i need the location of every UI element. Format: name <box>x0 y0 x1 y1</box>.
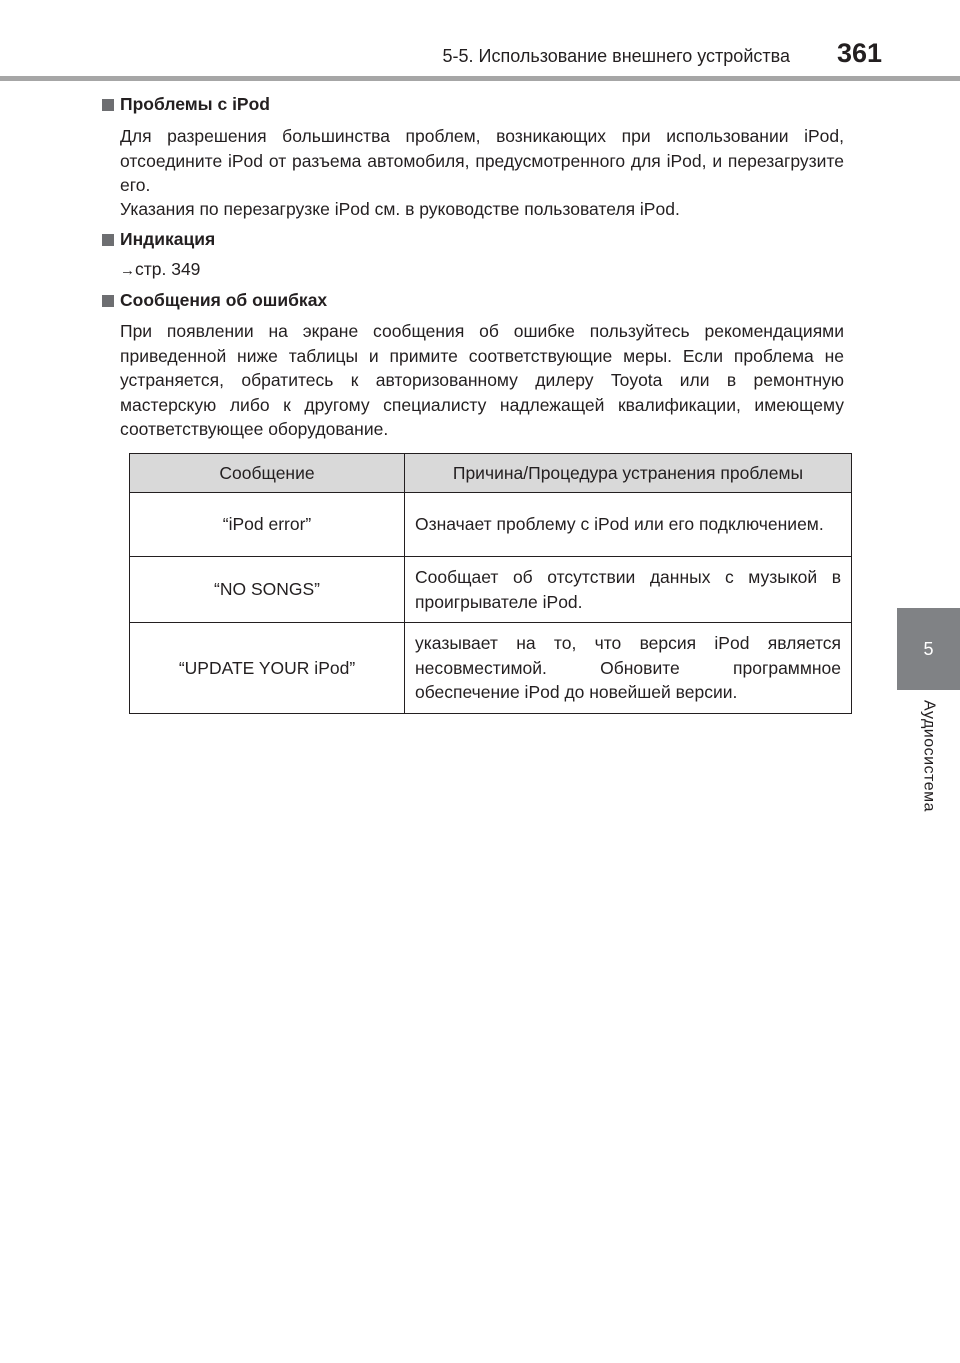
running-header-title: 5-5. Использование внешнего устройства <box>442 46 790 66</box>
square-bullet-icon <box>102 234 114 246</box>
section-title-text: Индикация <box>120 229 216 249</box>
section-title-text: Проблемы с iPod <box>120 94 270 114</box>
error-messages-table <box>129 453 852 714</box>
table-cell-message: “UPDATE YOUR iPod” <box>130 623 405 714</box>
page-number: 361 <box>836 38 882 68</box>
ipod-reset-note: Указания по перезагрузке iPod см. в руководстве пользователя iPod. <box>120 199 680 219</box>
chapter-number: 5 <box>923 638 934 659</box>
header-divider <box>0 76 960 81</box>
table-cell-cause: Означает проблему с iPod или его подключением. <box>405 493 852 557</box>
table-cell-message: “NO SONGS” <box>130 557 405 623</box>
table-row <box>130 557 852 623</box>
section-title-text: Сообщения об ошибках <box>120 290 328 310</box>
chapter-label <box>897 700 960 820</box>
chapter-tab <box>897 608 960 690</box>
table-header-row <box>130 454 852 493</box>
section-title-error-messages <box>102 290 327 311</box>
section-title-ipod-problems <box>102 94 270 115</box>
square-bullet-icon <box>102 99 114 111</box>
page-reference-text: стр. 349 <box>135 259 201 279</box>
table-header-message: Сообщение <box>130 454 405 493</box>
right-arrow-icon: → <box>120 262 135 279</box>
table-cell-cause: указывает на то, что версия iPod является несовместимой. Обновите программное обеспечение iPod до новейшей версии. <box>405 623 852 714</box>
ipod-problems-paragraph: Для разрешения большинства проблем, возникающих при использовании iPod, отсоедините iPod от разъема автомобиля, предусмотренного для iPod, и перезагрузите его. <box>120 126 844 195</box>
table-row <box>130 493 852 557</box>
table-row <box>130 623 852 714</box>
page-reference[interactable] <box>120 259 200 280</box>
section-title-indication <box>102 229 215 250</box>
table-cell-message: “iPod error” <box>130 493 405 557</box>
table-header-cause: Причина/Процедура устранения проблемы <box>405 454 852 493</box>
error-messages-paragraph: При появлении на экране сообщения об ошибке пользуйтесь рекомендациями приведенной ниже таблицы и примите соответствующие меры. Если проблема не устраняется, обратитесь к авторизованному дилеру Toyota или в ремонтную мастерскую либо к другому специалисту надлежащей квалификации, имеющему соответствующее оборудование. <box>120 321 844 439</box>
chapter-label-text: Аудиосистема <box>920 700 938 813</box>
square-bullet-icon <box>102 295 114 307</box>
table-cell-cause: Сообщает об отсутствии данных с музыкой в проигрывателе iPod. <box>405 557 852 623</box>
